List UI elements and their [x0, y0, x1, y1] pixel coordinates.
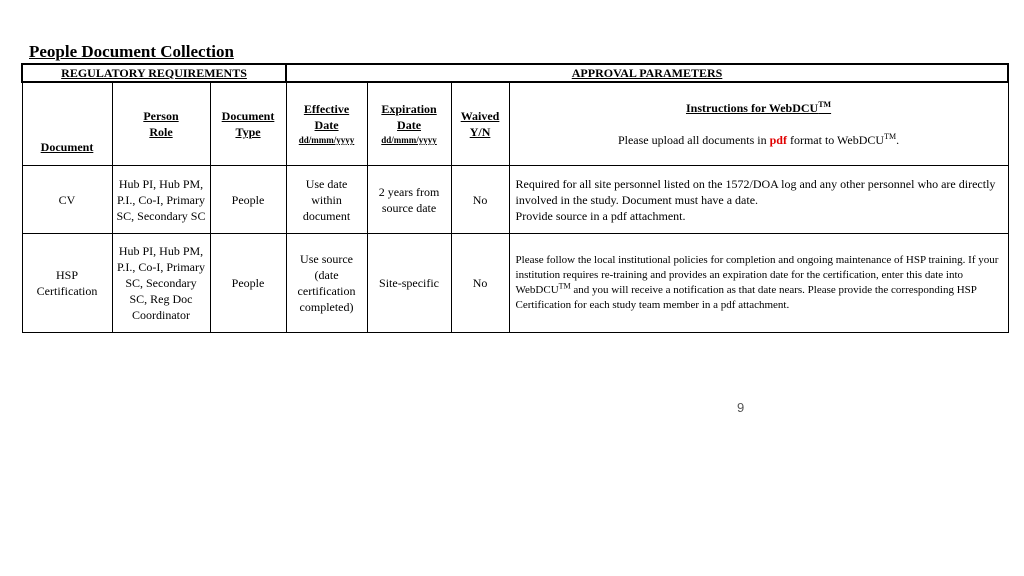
- page-number: 9: [737, 400, 745, 415]
- row-waived: No: [451, 166, 509, 234]
- instructions-column-header: Instructions for WebDCU™ Please upload all documents in pdf format to WebDCU™.: [509, 82, 1008, 166]
- row-effective: Use source (date certification completed): [286, 234, 367, 333]
- column-header-row: [22, 82, 1008, 166]
- group-header-row: [22, 64, 1008, 82]
- effective-date-column-header: Effective Date dd/mmm/yyyy: [286, 82, 367, 166]
- row-type: People: [210, 166, 286, 234]
- table-row: [22, 234, 1008, 333]
- document-column-header: Document: [22, 82, 112, 166]
- approval-parameters-header: APPROVAL PARAMETERS: [286, 64, 1008, 82]
- row-type: People: [210, 234, 286, 333]
- row-document: HSP Certification: [22, 234, 112, 333]
- row-instructions: Please follow the local institutional policies for completion and ongoing maintenance of HSP training. If your institution requires re-training and provides an expiration date for the certification, enter this date into WebDCU™ and you will receive a notification as that date nears. Please provide the corresponding HSP Certification for each study team member in a pdf attachment.: [509, 234, 1008, 333]
- row-role: Hub PI, Hub PM, P.I., Co-I, Primary SC, Secondary SC, Reg Doc Coordinator: [112, 234, 210, 333]
- document-type-column-header: Document Type: [210, 82, 286, 166]
- row-expiration: Site-specific: [367, 234, 451, 333]
- expiration-date-column-header: Expiration Date dd/mmm/yyyy: [367, 82, 451, 166]
- row-effective: Use date within document: [286, 166, 367, 234]
- person-role-column-header: Person Role: [112, 82, 210, 166]
- page-title: People Document Collection: [29, 42, 234, 61]
- row-document: CV: [22, 166, 112, 234]
- regulatory-requirements-header: REGULATORY REQUIREMENTS: [22, 64, 286, 82]
- row-waived: No: [451, 234, 509, 333]
- row-role: Hub PI, Hub PM, P.I., Co-I, Primary SC, Secondary SC: [112, 166, 210, 234]
- row-instructions: Required for all site personnel listed on the 1572/DOA log and any other personnel who are directly involved in the study. Document must have a date. Provide source in a pdf attachment.: [509, 166, 1008, 234]
- waived-column-header: Waived Y/N: [451, 82, 509, 166]
- upload-note: Please upload all documents in pdf format to WebDCU™.: [617, 132, 900, 147]
- table-row: [22, 166, 1008, 234]
- row-expiration: 2 years from source date: [367, 166, 451, 234]
- pdf-highlight: pdf: [769, 133, 787, 147]
- people-document-table: [21, 63, 1009, 333]
